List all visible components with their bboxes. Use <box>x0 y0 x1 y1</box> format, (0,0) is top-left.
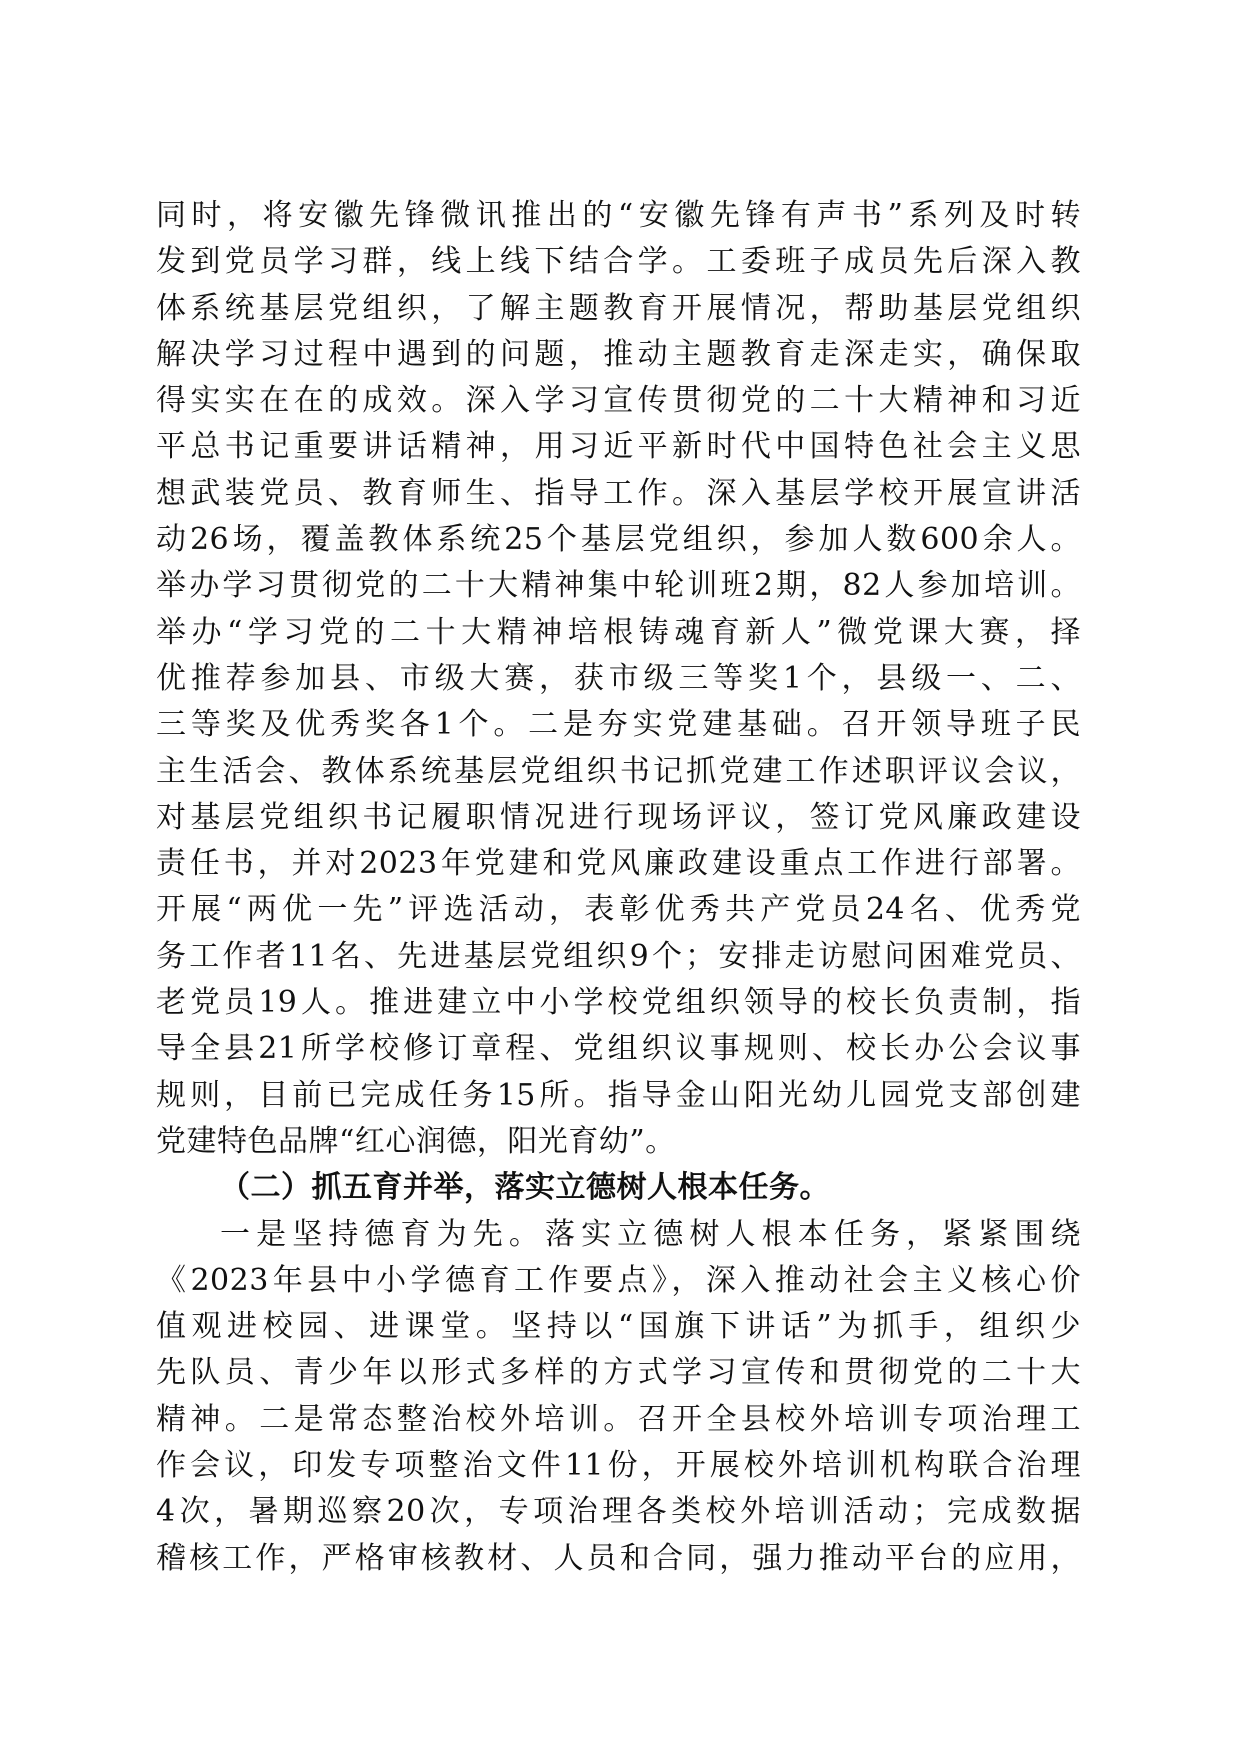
text-line: 党建特色品牌“红心润德，阳光育幼”。 <box>156 1123 676 1159</box>
text-line: 作会议，印发专项整治文件11份，开展校外培训机构联合治理 <box>156 1448 1081 1484</box>
text-line: 先队员、青少年以形式多样的方式学习宣传和贯彻党的二十大 <box>156 1355 1081 1391</box>
text-line: 《2023年县中小学德育工作要点》，深入推动社会主义核心价 <box>156 1262 1081 1298</box>
text-line: 平总书记重要讲话精神，用习近平新时代中国特色社会主义思 <box>156 429 1081 465</box>
text-line: 同时，将安徽先锋微讯推出的“安徽先锋有声书”系列及时转 <box>156 198 1081 233</box>
text-line: 精神。二是常态整治校外培训。召开全县校外培训专项治理工 <box>156 1401 1081 1437</box>
text-line: 对基层党组织书记履职情况进行现场评议，签订党风廉政建设 <box>156 799 1081 835</box>
text-line: 稽核工作，严格审核教材、人员和合同，强力推动平台的应用， <box>156 1540 1081 1576</box>
text-line: 4次，暑期巡察20次，专项治理各类校外培训活动；完成数据 <box>156 1494 1081 1530</box>
text-line: 开展“两优一先”评选活动，表彰优秀共产党员24名、优秀党 <box>156 892 1081 928</box>
body-text <box>156 193 1081 1582</box>
text-line: 务工作者11名、先进基层党组织9个；安排走访慰问困难党员、 <box>156 938 1081 974</box>
text-line: 三等奖及优秀奖各1个。二是夯实党建基础。召开领导班子民 <box>156 707 1081 743</box>
section-heading: （二）抓五育并举，落实立德树人根本任务。 <box>220 1170 830 1206</box>
text-line: 责任书，并对2023年党建和党风廉政建设重点工作进行部署。 <box>156 846 1081 882</box>
text-line: 动26场，覆盖教体系统25个基层党组织，参加人数600余人。 <box>156 522 1081 558</box>
text-line: 举办学习贯彻党的二十大精神集中轮训班2期，82人参加培训。 <box>156 568 1081 604</box>
text-line: 规则，目前已完成任务15所。指导金山阳光幼儿园党支部创建 <box>156 1077 1081 1113</box>
text-line: 解决学习过程中遇到的问题，推动主题教育走深走实，确保取 <box>156 336 1081 372</box>
text-line: 体系统基层党组织，了解主题教育开展情况，帮助基层党组织 <box>156 290 1081 326</box>
text-line: 值观进校园、进课堂。坚持以“国旗下讲话”为抓手，组织少 <box>156 1309 1081 1345</box>
text-line: 老党员19人。推进建立中小学校党组织领导的校长负责制，指 <box>156 985 1081 1021</box>
text-line: 举办“学习党的二十大精神培根铸魂育新人”微党课大赛，择 <box>156 614 1081 650</box>
text-line: 得实实在在的成效。深入学习宣传贯彻党的二十大精神和习近 <box>156 383 1081 419</box>
paragraph-first-line: 一是坚持德育为先。落实立德树人根本任务，紧紧围绕 <box>220 1216 1081 1252</box>
text-line: 导全县21所学校修订章程、党组织议事规则、校长办公会议事 <box>156 1031 1081 1067</box>
text-line: 主生活会、教体系统基层党组织书记抓党建工作述职评议会议， <box>156 753 1081 789</box>
text-line: 想武装党员、教育师生、指导工作。深入基层学校开展宣讲活 <box>156 475 1081 511</box>
text-line: 发到党员学习群，线上线下结合学。工委班子成员先后深入教 <box>156 244 1081 280</box>
text-line: 优推荐参加县、市级大赛，获市级三等奖1个，县级一、二、 <box>156 660 1081 696</box>
